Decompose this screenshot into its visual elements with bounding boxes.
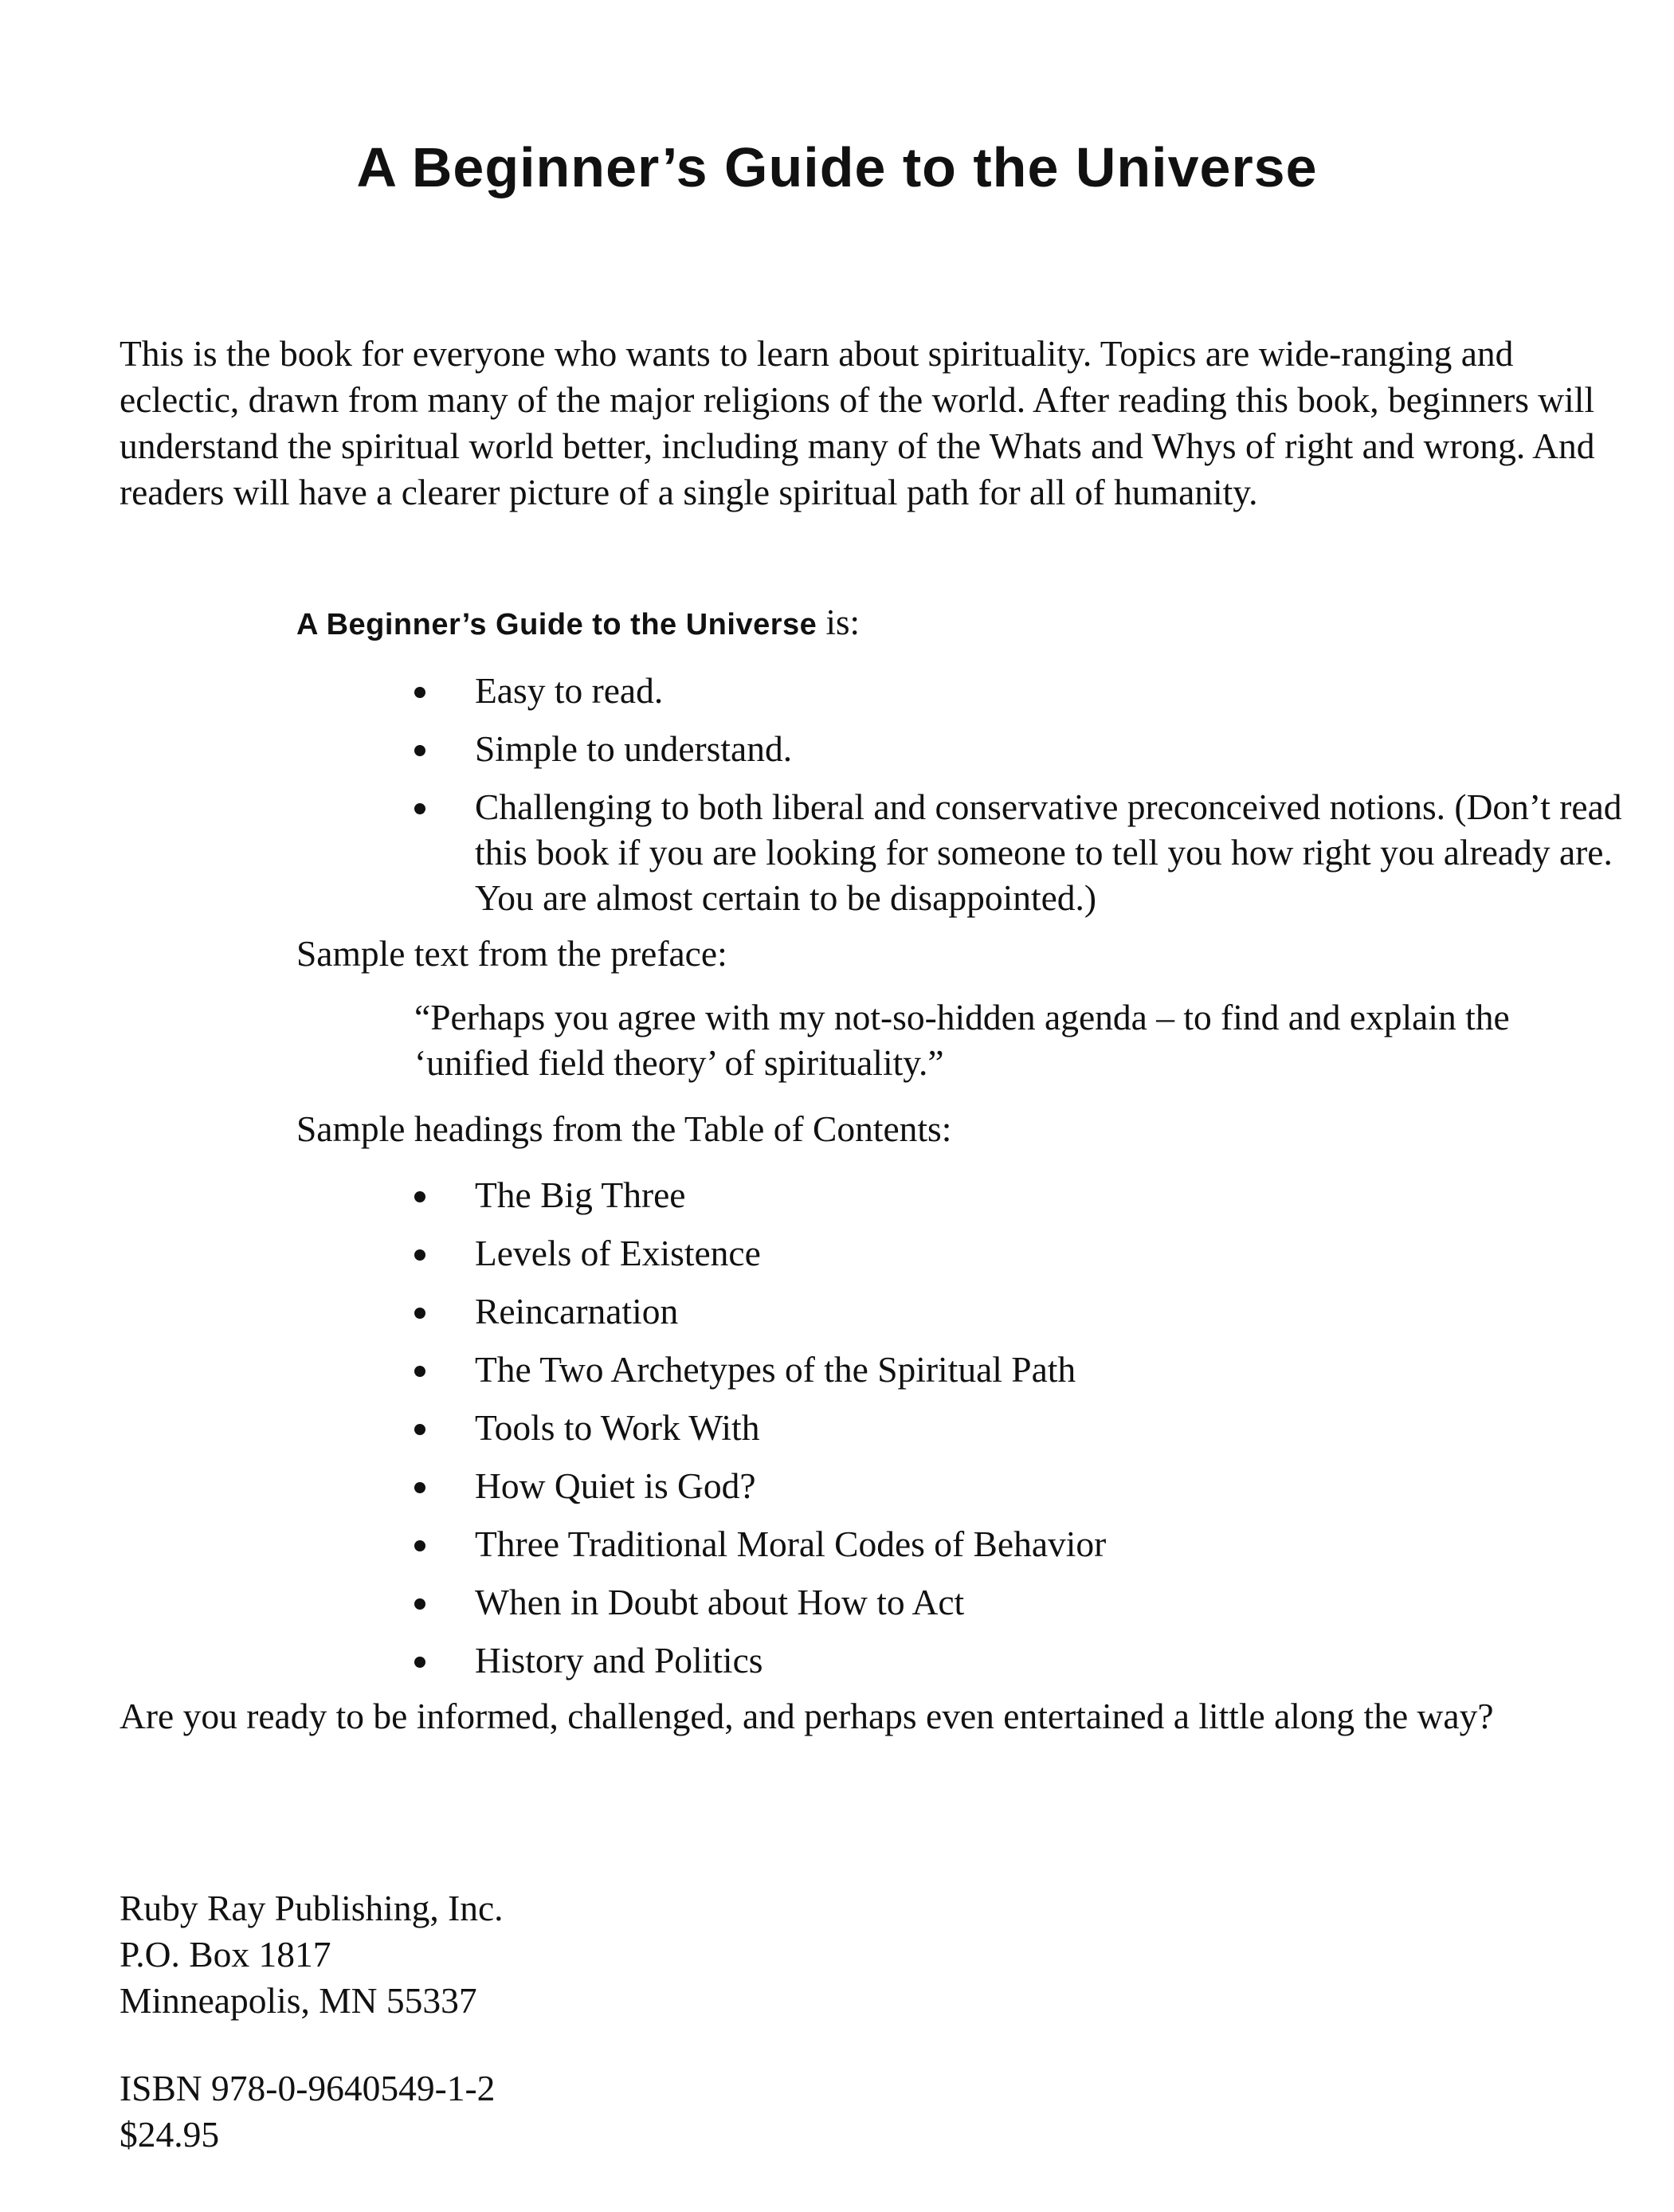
toc-list xyxy=(406,1172,1656,1696)
closing-question: Are you ready to be informed, challenged, and perhaps even entertained a little along the way? xyxy=(120,1696,1494,1736)
toc-heading: When in Doubt about How to Act xyxy=(475,1582,965,1622)
bullet-icon xyxy=(414,1424,425,1435)
book-is-heading xyxy=(296,599,860,648)
bullet-icon xyxy=(414,1598,425,1610)
page-title: A Beginner’s Guide to the Universe xyxy=(356,136,1318,198)
list-item xyxy=(406,1405,1656,1450)
list-item xyxy=(406,1521,1656,1567)
bullet-icon xyxy=(414,1191,425,1202)
toc-heading: History and Politics xyxy=(475,1640,763,1681)
bullet-icon xyxy=(414,1308,425,1319)
toc-heading: Three Traditional Moral Codes of Behavior xyxy=(475,1524,1107,1564)
book-title-inline: A Beginner’s Guide to the Universe xyxy=(296,608,817,641)
list-item xyxy=(406,668,1656,713)
book-is-suffix: is: xyxy=(825,602,861,642)
feature-text: Easy to read. xyxy=(475,670,664,711)
list-item xyxy=(406,1579,1656,1625)
feature-list xyxy=(406,668,1656,933)
publisher-po-box: P.O. Box 1817 xyxy=(120,1934,331,1975)
list-item xyxy=(406,1637,1656,1683)
bullet-icon xyxy=(414,803,425,814)
toc-heading: Reincarnation xyxy=(475,1291,679,1332)
feature-text: Simple to understand. xyxy=(475,728,793,769)
toc-heading: How Quiet is God? xyxy=(475,1465,756,1506)
feature-text: Challenging to both liberal and conservative preconceived notions. (Don’t read this book if you are looking for someone to tell you how right you already are. You are almost certain to be disappointed.) xyxy=(475,786,1622,918)
bullet-icon xyxy=(414,745,425,756)
price: $24.95 xyxy=(120,2114,220,2155)
list-item xyxy=(406,1230,1656,1276)
toc-label: Sample headings from the Table of Contents: xyxy=(296,1108,952,1149)
preface-quote: “Perhaps you agree with my not-so-hidden agenda – to find and explain the ‘unified field theory’ of spirituality.” xyxy=(414,997,1510,1083)
book-pricing xyxy=(120,2065,495,2158)
isbn: ISBN 978-0-9640549-1-2 xyxy=(120,2068,496,2108)
list-item xyxy=(406,1463,1656,1508)
bullet-icon xyxy=(414,1366,425,1377)
toc-heading: Levels of Existence xyxy=(475,1233,761,1273)
toc-heading: The Big Three xyxy=(475,1175,686,1215)
bullet-icon xyxy=(414,1482,425,1493)
list-item xyxy=(406,784,1656,920)
bullet-icon xyxy=(414,1657,425,1668)
intro-paragraph: This is the book for everyone who wants to learn about spirituality. Topics are wide-ranging and eclectic, drawn from many of the major religions of the world. After reading this book, beginners will understand the spiritual world better, including many of the Whats and Whys of right and wrong. And readers will have a clearer picture of a single spiritual path for all of humanity. xyxy=(120,333,1595,512)
list-item xyxy=(406,1172,1656,1218)
list-item xyxy=(406,1288,1656,1334)
bullet-icon xyxy=(414,1249,425,1261)
toc-heading: The Two Archetypes of the Spiritual Path xyxy=(475,1349,1076,1390)
publisher-city: Minneapolis, MN 55337 xyxy=(120,1980,477,2021)
toc-heading: Tools to Work With xyxy=(475,1407,760,1448)
preface-label: Sample text from the preface: xyxy=(296,933,727,974)
bullet-icon xyxy=(414,687,425,698)
bullet-icon xyxy=(414,1540,425,1551)
publisher-name: Ruby Ray Publishing, Inc. xyxy=(120,1888,504,1928)
publisher-address xyxy=(120,1885,504,2024)
list-item xyxy=(406,726,1656,771)
list-item xyxy=(406,1347,1656,1392)
